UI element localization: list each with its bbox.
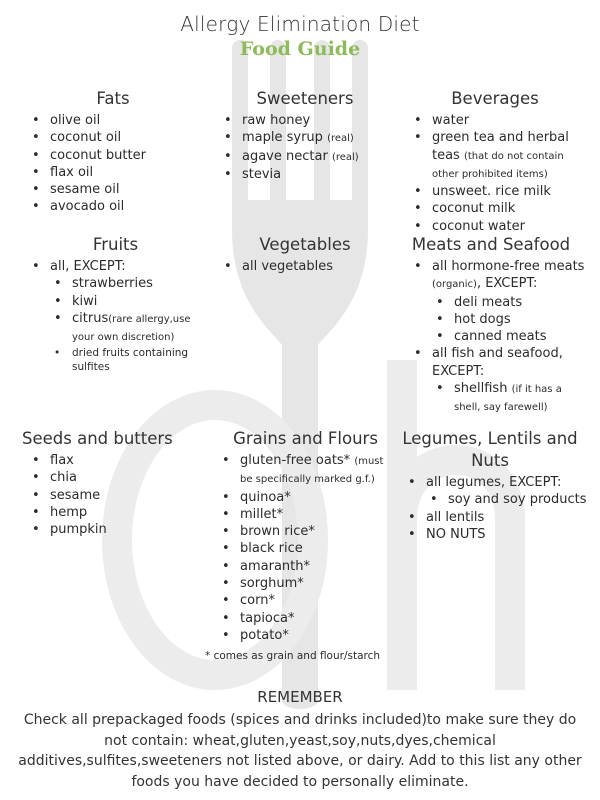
- list-item: • amaranth*: [218, 558, 393, 575]
- list-item: • coconut milk: [410, 200, 580, 217]
- fruits-section: [28, 234, 203, 374]
- grains-section: [218, 428, 393, 644]
- list-item: • all legumes, EXCEPT: • soy and soy products: [404, 474, 588, 509]
- list-item: • millet*: [218, 506, 393, 523]
- fats-heading: Fats: [96, 89, 130, 108]
- list-item: • potato*: [218, 627, 393, 644]
- fruits-heading: Fruits: [92, 235, 139, 254]
- list-item: • agave nectar (real): [220, 148, 390, 166]
- list-item: • all lentils: [404, 509, 588, 526]
- list-item: • quinoa*: [218, 489, 393, 506]
- remember-heading: REMEMBER: [257, 688, 343, 706]
- page-subtitle: Food Guide: [239, 38, 361, 60]
- legumes-heading: Legumes, Lentils and Nuts: [402, 429, 578, 470]
- list-item: • raw honey: [220, 112, 390, 129]
- sweeteners-heading: Sweeteners: [256, 89, 354, 108]
- list-item: • all hormone-free meats (organic), EXCEPT: • deli meats • hot dogs • canned meats: [410, 258, 586, 345]
- list-item: • maple syrup (real): [220, 129, 390, 147]
- grains-heading: Grains and Flours: [233, 429, 378, 448]
- grains-footnote: * comes as grain and flour/starch: [205, 650, 381, 662]
- list-item: • sorghum*: [218, 575, 393, 592]
- remember-text: Check all prepackaged foods (spices and drinks included)to make sure they do not contain: wheat,gluten,yeast,soy,nuts,dyes,chemical additives,sulfites,sweeteners not listed above, or dairy. Add to this list any other foods you have decided to personally eliminate.: [18, 712, 582, 790]
- list-item: • brown rice*: [218, 523, 393, 540]
- list-item: • kiwi: [50, 293, 203, 310]
- seeds-section: [22, 428, 197, 538]
- list-item: • olive oil: [28, 112, 198, 129]
- list-item: • dried fruits containing sulfites: [50, 346, 203, 374]
- list-item: • citrus(rare allergy,use your own discretion): [50, 310, 203, 347]
- list-item: • NO NUTS: [404, 526, 588, 543]
- meats-heading: Meats and Seafood: [411, 235, 571, 254]
- list-item: • all, EXCEPT: • strawberries • kiwi • citrus(rare allergy,use your own discretion) • dried fruits containing sulfites: [28, 258, 203, 374]
- list-item: • all vegetables: [220, 258, 390, 275]
- list-item: • water: [410, 112, 580, 129]
- list-item: • corn*: [218, 592, 393, 609]
- list-item: • hot dogs: [432, 311, 586, 328]
- beverages-heading: Beverages: [451, 89, 539, 108]
- list-item: • coconut butter: [28, 147, 198, 164]
- list-item: • black rice: [218, 540, 393, 557]
- list-item: • avocado oil: [28, 198, 198, 215]
- remember-section: [0, 688, 600, 792]
- beverages-section: [410, 88, 580, 235]
- list-item: • shellfish (if it has a shell, say farewell): [432, 380, 586, 417]
- list-item: • hemp: [28, 504, 197, 521]
- list-item: • green tea and herbal teas (that do not contain other prohibited items): [410, 129, 580, 183]
- list-item: • sesame oil: [28, 181, 198, 198]
- list-item: • pumpkin: [28, 521, 197, 538]
- vegetables-section: [220, 234, 390, 275]
- seeds-heading: Seeds and butters: [22, 429, 173, 448]
- list-item: • tapioca*: [218, 610, 393, 627]
- list-item: • gluten-free oats* (must be specifically marked g.f.): [218, 452, 393, 489]
- list-item: • canned meats: [432, 328, 586, 345]
- sweeteners-section: [220, 88, 390, 183]
- list-item: • stevia: [220, 166, 390, 183]
- list-item: • coconut water: [410, 218, 580, 235]
- list-item: • chia: [28, 469, 197, 486]
- fats-section: [28, 88, 198, 216]
- meats-section: [396, 234, 586, 417]
- page-title: Allergy Elimination Diet: [180, 12, 420, 36]
- list-item: • deli meats: [432, 294, 586, 311]
- list-item: • flax oil: [28, 164, 198, 181]
- legumes-section: [392, 428, 588, 543]
- list-item: • strawberries: [50, 275, 203, 292]
- vegetables-heading: Vegetables: [259, 235, 351, 254]
- list-item: • soy and soy products: [426, 491, 588, 508]
- list-item: • sesame: [28, 487, 197, 504]
- list-item: • coconut oil: [28, 129, 198, 146]
- list-item: • unsweet. rice milk: [410, 183, 580, 200]
- list-item: • all fish and seafood, EXCEPT: • shellfish (if it has a shell, say farewell): [410, 345, 586, 416]
- list-item: • flax: [28, 452, 197, 469]
